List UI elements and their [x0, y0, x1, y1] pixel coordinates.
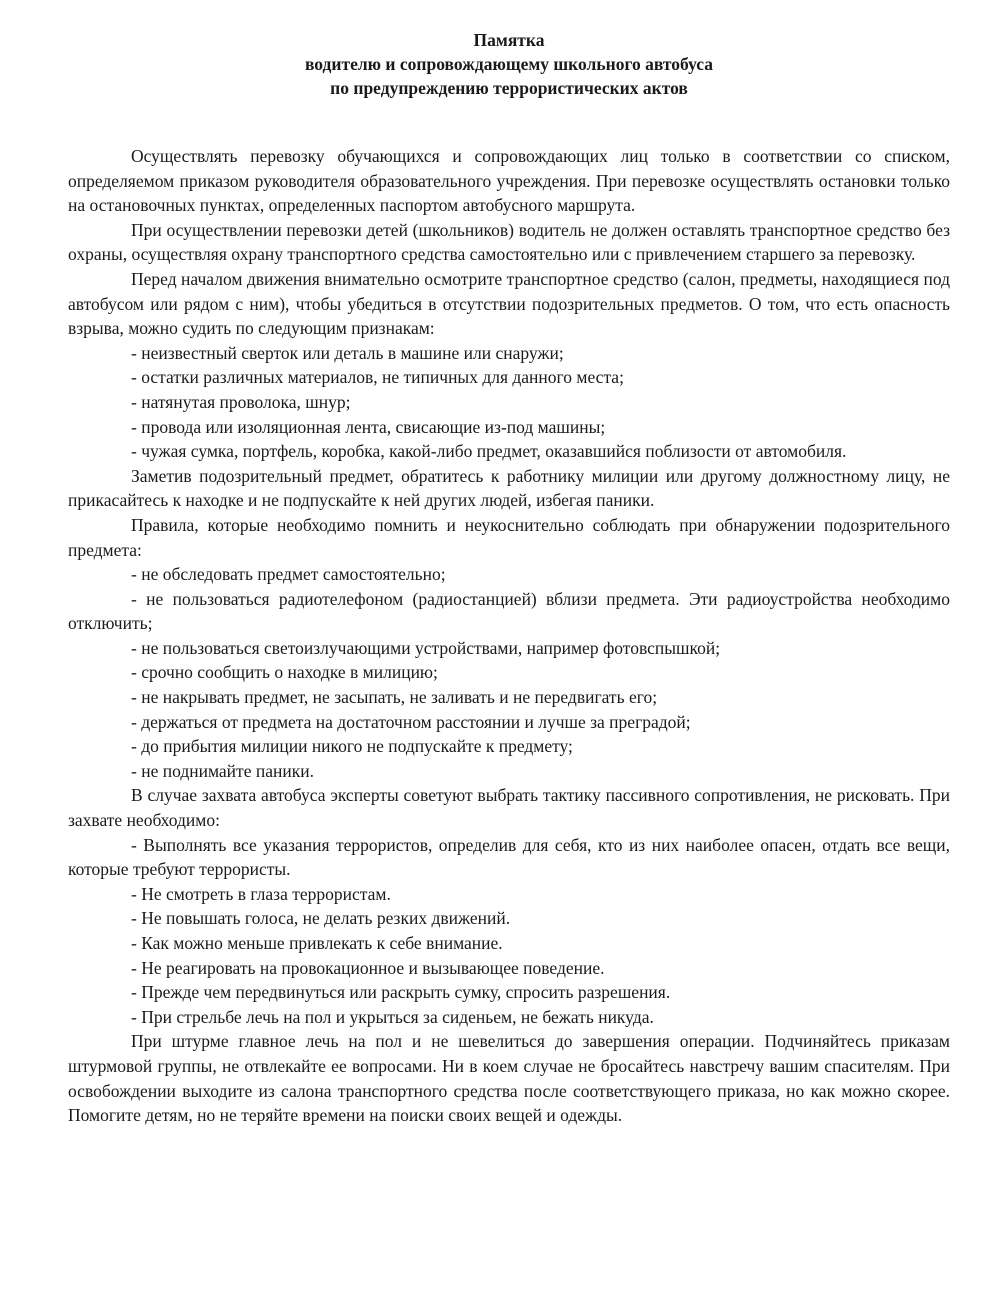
paragraph: Осуществлять перевозку обучающихся и сопровождающих лиц только в соответствии со списком, определяемом приказом руководителя образовательного учреждения. При перевозке осуществлять остановки только на остановочных пунктах, определенных паспортом автобусного маршрута. [68, 146, 950, 216]
document-subtitle-line-1: водителю и сопровождающему школьного автобуса [304, 54, 714, 74]
list-item: - держаться от предмета на достаточном расстоянии и лучше за преградой; [131, 711, 691, 732]
list-item: - срочно сообщить о находке в милицию; [131, 662, 438, 683]
paragraph: Заметив подозрительный предмет, обратитесь к работнику милиции или другому должностному лицу, не прикасайтесь к находке и не подпускайте к ней других людей, избегая паники. [68, 465, 950, 511]
list-item: - не поднимайте паники. [131, 760, 314, 781]
document-title: Памятка [473, 30, 545, 50]
list-item: - не накрывать предмет, не засыпать, не заливать и не передвигать его; [131, 687, 658, 708]
list-item: - Прежде чем передвинуться или раскрыть сумку, спросить разрешения. [131, 982, 671, 1003]
document-subtitle-line-2: по предупреждению террористических актов [330, 78, 688, 98]
paragraph: При осуществлении перевозки детей (школьников) водитель не должен оставлять транспортное средство без охраны, осуществляя охрану транспортного средства самостоятельно или с привлечением старшего за перевозку. [68, 219, 950, 265]
list-item: - до прибытия милиции никого не подпускайте к предмету; [131, 736, 573, 757]
paragraph: При штурме главное лечь на пол и не шевелиться до завершения операции. Подчиняйтесь приказам штурмовой группы, не отвлекайте ее вопросами. Ни в коем случае не бросайтесь навстречу вашим спасителям. При освобождении выходите из салона транспортного средства после соответствующего приказа, но как можно скорее. Помогите детям, но не теряйте времени на поиски своих вещей и одежды. [68, 1031, 950, 1126]
document-heading [68, 28, 950, 100]
list-item: - не пользоваться светоизлучающими устройствами, например фотовспышкой; [131, 637, 721, 658]
list-item: - чужая сумка, портфель, коробка, какой-либо предмет, оказавшийся поблизости от автомобиля. [131, 441, 847, 462]
list-item: - не обследовать предмет самостоятельно; [131, 564, 446, 585]
list-item: - Не смотреть в глаза террористам. [131, 883, 391, 904]
paragraph: В случае захвата автобуса эксперты советуют выбрать тактику пассивного сопротивления, не рисковать. При захвате необходимо: [68, 785, 950, 831]
list-item: - При стрельбе лечь на пол и укрыться за сиденьем, не бежать никуда. [131, 1006, 654, 1027]
list-item: - Не повышать голоса, не делать резких движений. [131, 908, 511, 929]
document-body [68, 144, 950, 1128]
list-item: - провода или изоляционная лента, свисающие из-под машины; [131, 416, 606, 437]
list-item: - остатки различных материалов, не типичных для данного места; [131, 367, 624, 388]
list-item: - Как можно меньше привлекать к себе внимание. [131, 933, 503, 953]
paragraph: Перед началом движения внимательно осмотрите транспортное средство (салон, предметы, находящиеся под автобусом или рядом с ним), чтобы убедиться в отсутствии подозрительных предметов. О том, что есть опасность взрыва, можно судить по следующим признакам: [68, 268, 950, 339]
list-item: - неизвестный сверток или деталь в машине или снаружи; [131, 342, 564, 363]
list-item: - не пользоваться радиотелефоном (радиостанцией) вблизи предмета. Эти радиоустройства необходимо отключить; [68, 588, 950, 634]
list-item: - Выполнять все указания террористов, определив для себя, кто из них наиболее опасен, отдать все вещи, которые требуют террористы. [68, 834, 950, 880]
paragraph: Правила, которые необходимо помнить и неукоснительно соблюдать при обнаружении подозрительного предмета: [68, 514, 950, 560]
document-page [68, 28, 950, 1128]
list-item: - натянутая проволока, шнур; [131, 391, 351, 412]
list-item: - Не реагировать на провокационное и вызывающее поведение. [131, 957, 605, 978]
